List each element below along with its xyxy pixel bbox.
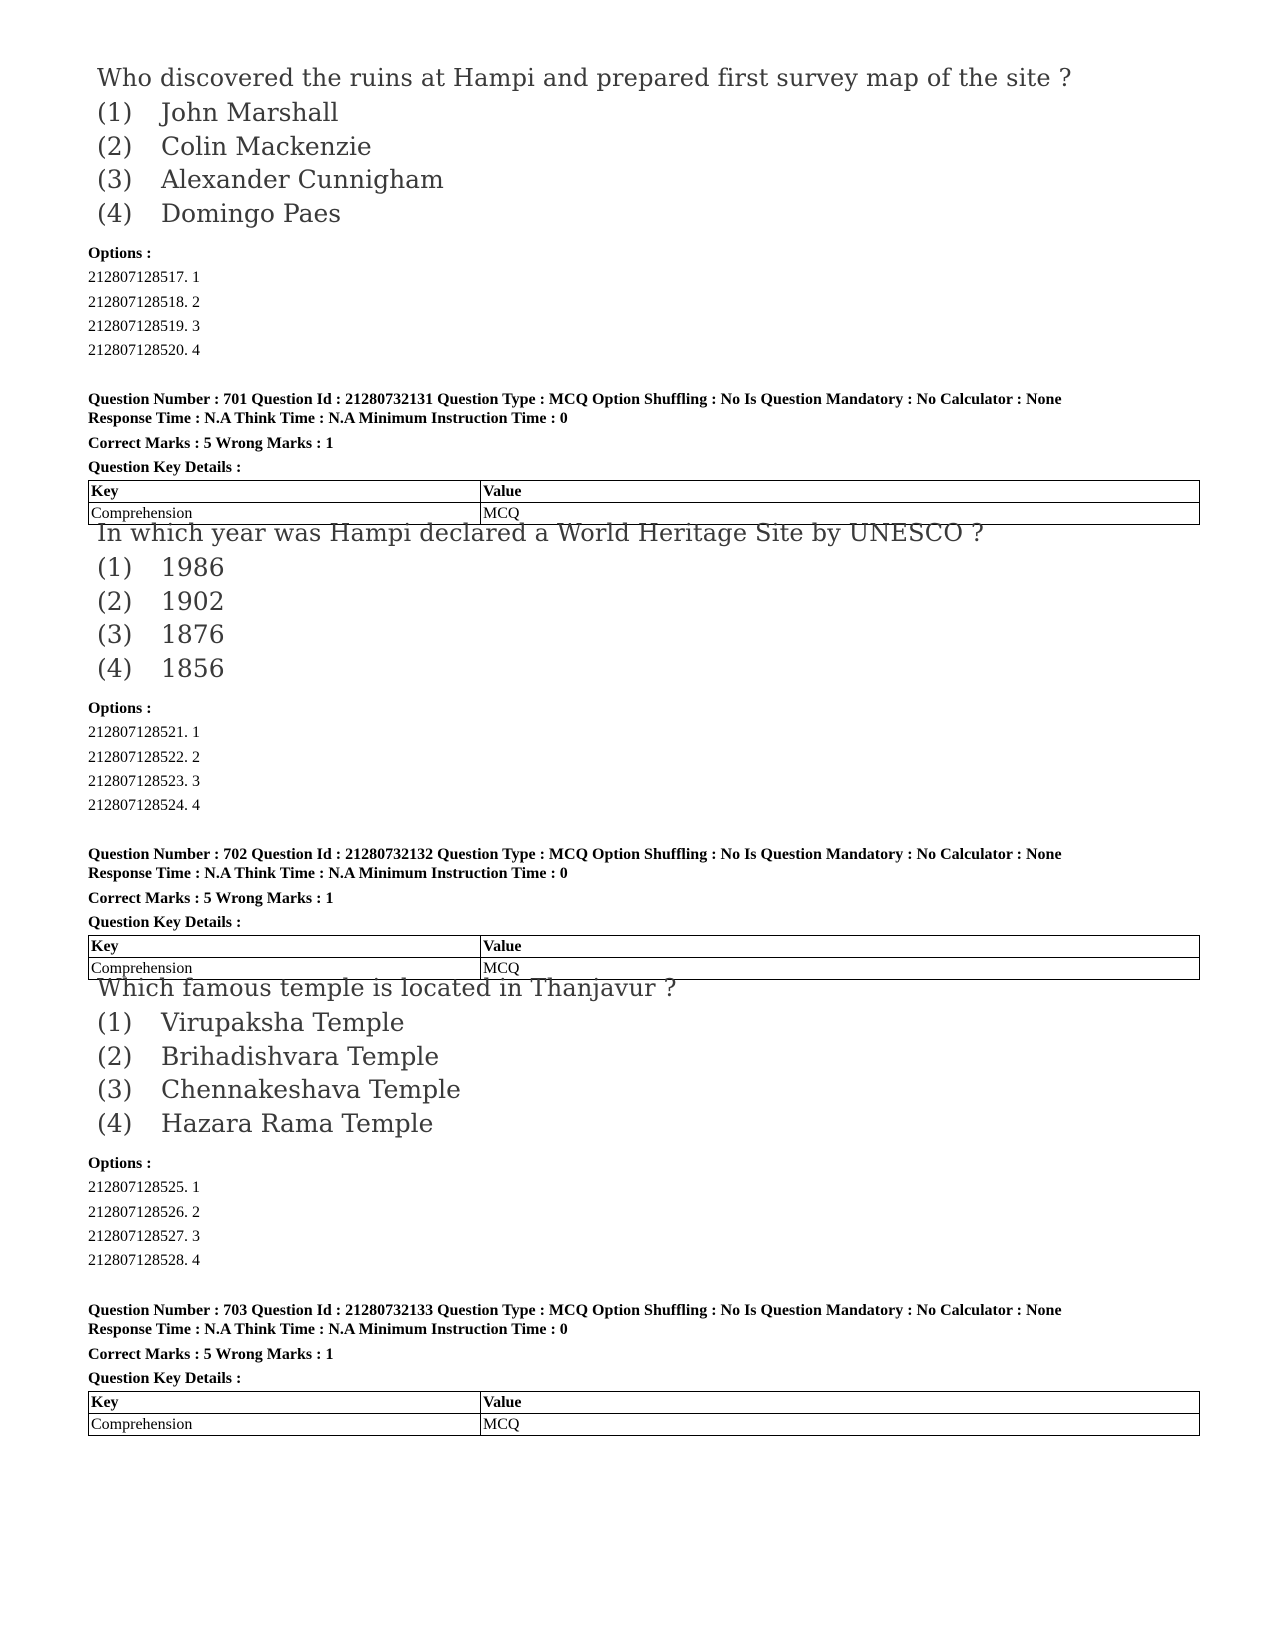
table-cell: MCQ: [481, 1414, 1200, 1436]
marks-line: Correct Marks : 5 Wrong Marks : 1: [88, 890, 334, 907]
key-details-heading: Question Key Details :: [88, 1370, 242, 1387]
question-meta: [88, 1301, 1198, 1436]
table-header-cell: Value: [481, 936, 1200, 958]
table-header-cell: Key: [89, 1392, 481, 1414]
choice-number: (4): [97, 653, 133, 683]
choice-text: Colin Mackenzie: [161, 131, 372, 161]
answer-choice: [97, 652, 984, 686]
choice-text: Hazara Rama Temple: [161, 1108, 434, 1138]
answer-choice: [97, 163, 1072, 197]
choice-text: Alexander Cunnigham: [161, 165, 444, 194]
table-header-cell: Key: [89, 936, 481, 958]
choice-text: John Marshall: [161, 98, 339, 127]
table-row: [89, 1414, 1200, 1436]
option-item: 212807128526. 2: [88, 1203, 200, 1221]
option-item: 212807128517. 1: [88, 269, 200, 287]
question-meta: [88, 845, 1198, 980]
option-item: 212807128522. 2: [88, 748, 200, 766]
choice-text: 1986: [161, 553, 225, 582]
option-item: 212807128524. 4: [88, 797, 200, 815]
table-cell: Comprehension: [89, 958, 481, 980]
answer-choice: [97, 1006, 677, 1040]
option-item: 212807128528. 4: [88, 1252, 200, 1270]
table-header-row: [89, 481, 1200, 503]
question-image: [97, 63, 1072, 230]
table-header-cell: Value: [481, 481, 1200, 503]
answer-choice: [97, 1107, 677, 1141]
question-meta-line: Question Number : 703 Question Id : 21280732133 Question Type : MCQ Option Shuffling : No Is Question Mandatory : No Calculator : None: [88, 1302, 1062, 1319]
marks-line: Correct Marks : 5 Wrong Marks : 1: [88, 435, 334, 452]
question-text: In which year was Hampi declared a World Heritage Site by UNESCO ?: [97, 519, 985, 547]
table-cell: MCQ: [481, 503, 1200, 525]
question-timing-line: Response Time : N.A Think Time : N.A Minimum Instruction Time : 0: [88, 865, 568, 882]
answer-choice: [97, 1040, 677, 1074]
choice-text: 1876: [161, 620, 225, 649]
table-cell: Comprehension: [89, 503, 481, 525]
options-heading: Options :: [88, 1155, 152, 1172]
choice-text: Virupaksha Temple: [161, 1008, 405, 1037]
table-header-row: [89, 936, 1200, 958]
table-cell: MCQ: [481, 958, 1200, 980]
option-item: 212807128527. 3: [88, 1227, 200, 1245]
question-image: [97, 973, 677, 1140]
options-list: [88, 1152, 200, 1273]
choice-number: (3): [97, 1075, 133, 1104]
choice-number: (3): [97, 165, 133, 194]
choice-text: Brihadishvara Temple: [161, 1041, 440, 1071]
table-header-row: [89, 1392, 1200, 1414]
question-meta-line: Question Number : 702 Question Id : 21280732132 Question Type : MCQ Option Shuffling : No Is Question Mandatory : No Calculator : None: [88, 846, 1062, 863]
option-item: 212807128520. 4: [88, 342, 200, 360]
table-header-cell: Value: [481, 1392, 1200, 1414]
option-item: 212807128521. 1: [88, 724, 200, 742]
answer-choice: [97, 551, 984, 585]
question-timing-line: Response Time : N.A Think Time : N.A Minimum Instruction Time : 0: [88, 1321, 568, 1338]
key-details-heading: Question Key Details :: [88, 459, 242, 476]
choice-number: (2): [97, 131, 133, 161]
answer-choice: [97, 130, 1072, 164]
answer-choice: [97, 585, 984, 619]
answer-choice: [97, 96, 1072, 130]
marks-line: Correct Marks : 5 Wrong Marks : 1: [88, 1346, 334, 1363]
answer-choice: [97, 1073, 677, 1107]
choice-number: (4): [97, 198, 133, 228]
choice-text: Domingo Paes: [161, 198, 342, 228]
table-cell: Comprehension: [89, 1414, 481, 1436]
question-text: Which famous temple is located in Thanjavur ?: [97, 974, 677, 1002]
choice-number: (4): [97, 1108, 133, 1138]
choice-text: 1902: [161, 586, 225, 616]
choice-text: 1856: [161, 653, 225, 683]
key-details-table: [88, 1391, 1200, 1436]
options-list: [88, 697, 200, 818]
answer-choice: [97, 618, 984, 652]
option-item: 212807128523. 3: [88, 772, 200, 790]
option-item: 212807128518. 2: [88, 293, 200, 311]
option-item: 212807128525. 1: [88, 1179, 200, 1197]
question-meta: [88, 390, 1198, 525]
choice-number: (2): [97, 1041, 133, 1071]
option-item: 212807128519. 3: [88, 317, 200, 335]
question-meta-line: Question Number : 701 Question Id : 21280732131 Question Type : MCQ Option Shuffling : No Is Question Mandatory : No Calculator : None: [88, 391, 1062, 408]
options-heading: Options :: [88, 700, 152, 717]
options-heading: Options :: [88, 245, 152, 262]
options-list: [88, 242, 200, 363]
key-details-heading: Question Key Details :: [88, 914, 242, 931]
answer-choice: [97, 197, 1072, 231]
question-image: [97, 518, 984, 685]
choice-number: (1): [97, 553, 133, 582]
choice-number: (2): [97, 586, 133, 616]
table-header-cell: Key: [89, 481, 481, 503]
choice-number: (1): [97, 98, 133, 127]
question-timing-line: Response Time : N.A Think Time : N.A Minimum Instruction Time : 0: [88, 410, 568, 427]
choice-number: (3): [97, 620, 133, 649]
question-text: Who discovered the ruins at Hampi and prepared first survey map of the site ?: [97, 64, 1072, 92]
choice-number: (1): [97, 1008, 133, 1037]
choice-text: Chennakeshava Temple: [161, 1075, 461, 1104]
